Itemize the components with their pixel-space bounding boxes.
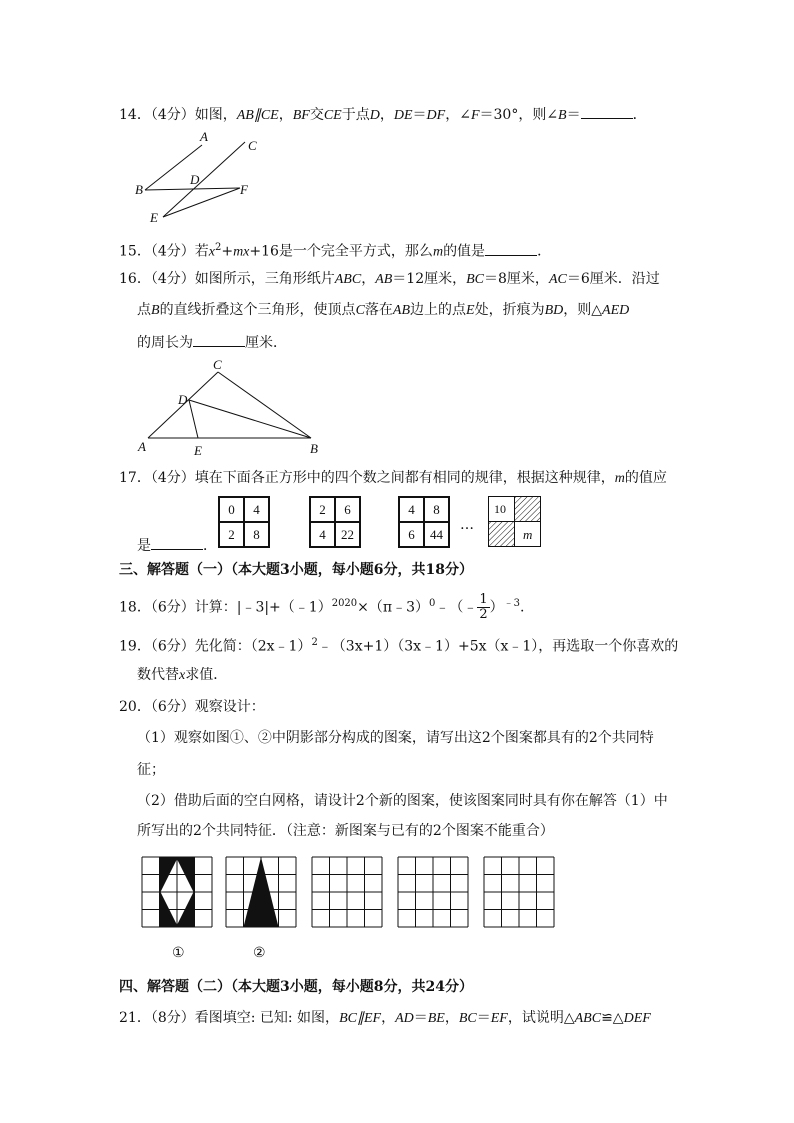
square4-topleft: 10 xyxy=(494,502,506,516)
q19-line2: 数代替x求值． xyxy=(137,667,228,683)
figure-label-1: ① xyxy=(172,945,185,961)
q20-p2a: （2）借助后面的空白网格，请设计2个新的图案，使该图案同时具有你在解答（1）中 xyxy=(137,793,668,809)
q16-figure xyxy=(134,356,334,460)
q15-text: 15．（4分）若$x^2+mx+16$是一个完全平方式，那么m的值是 ． xyxy=(119,242,552,260)
q14-figure xyxy=(130,128,280,228)
q16-line3: 的周长为 厘米． xyxy=(137,332,287,353)
answer-blank-14[interactable] xyxy=(581,104,633,119)
q14-text: 14．（4分）如图，AB∥CE，BF交CE于点D，DE＝DF，∠F＝30°，则∠B＝ ． xyxy=(119,104,647,126)
section-4-heading: 四、解答题（二）（本大题3小题，每小题8分，共24分） xyxy=(119,979,473,995)
answer-blank-15[interactable] xyxy=(485,241,537,256)
answer-blank-16[interactable] xyxy=(193,332,245,347)
figure-label-2: ② xyxy=(253,945,266,961)
q19-line1: 19．（6分）先化简：（2x﹣1）$^2$﹣（3x+1）（3x﹣1）+5x（x﹣1），再选取一个你喜欢的 xyxy=(119,637,679,655)
q20-grids xyxy=(140,855,560,933)
q16-line2: 点B的直线折叠这个三角形，使顶点C落在AB边上的点E处，折痕为BD，则△AED xyxy=(137,302,630,318)
grid-5[interactable] xyxy=(484,857,554,927)
q17-line2: 是 ． xyxy=(137,535,217,556)
number-square-2: 2 6 4 22 xyxy=(309,496,361,548)
number-square-3: 4 8 6 44 xyxy=(398,496,450,548)
number-square-1: 0 4 2 8 xyxy=(218,496,270,548)
q17-line1: 17．（4分）填在下面各正方形中的四个数之间都有相同的规律，根据这种规律，m的值应 xyxy=(119,470,667,486)
label-C: C xyxy=(213,357,222,372)
label-E: E xyxy=(150,210,158,225)
label-D: D xyxy=(190,172,200,187)
answer-blank-17[interactable] xyxy=(151,535,203,550)
number-square-4 xyxy=(488,496,542,548)
label-A: A xyxy=(138,439,146,454)
square4-m: m xyxy=(523,527,533,542)
label-B: B xyxy=(310,441,318,456)
label-E: E xyxy=(194,443,202,458)
section-3-heading: 三、解答题（一）（本大题3小题，每小题6分，共18分） xyxy=(119,562,473,578)
q20-line1: 20．（6分）观察设计： xyxy=(119,699,265,715)
label-B: B xyxy=(135,182,143,197)
label-C: C xyxy=(248,138,257,153)
label-F: F xyxy=(240,182,248,197)
grid-2 xyxy=(226,857,296,927)
grid-3[interactable] xyxy=(312,857,382,927)
fraction-one-half: $\frac{1}{2}$ xyxy=(479,592,488,622)
label-D: D xyxy=(178,392,188,407)
q20-p1b: 征； xyxy=(137,762,165,778)
q16-line1: 16．（4分）如图所示，三角形纸片ABC，AB＝12厘米，BC＝8厘米，AC＝6厘米．沿过 xyxy=(119,271,660,287)
grid-1 xyxy=(142,857,212,927)
ellipsis: … xyxy=(460,517,474,533)
label-A: A xyxy=(200,129,208,144)
q20-p2b: 所写出的2个共同特征．（注意：新图案与已有的2个图案不能重合） xyxy=(137,823,554,839)
grid-4[interactable] xyxy=(398,857,468,927)
q21-text: 21．（8分）看图填空: 已知: 如图，BC∥EF，AD＝BE，BC＝EF，试说明△ABC≌△DEF xyxy=(119,1010,651,1026)
q20-p1a: （1）观察如图①、②中阴影部分构成的图案，请写出这2个图案都具有的2个共同特 xyxy=(137,730,654,746)
q18-text: 18．（6分）计算：|﹣3|+（﹣1）$^{2020}$×（π﹣3）$^0$﹣（﹣ $\frac{1}{2}$ ）$^{﹣3}$. xyxy=(119,592,525,622)
